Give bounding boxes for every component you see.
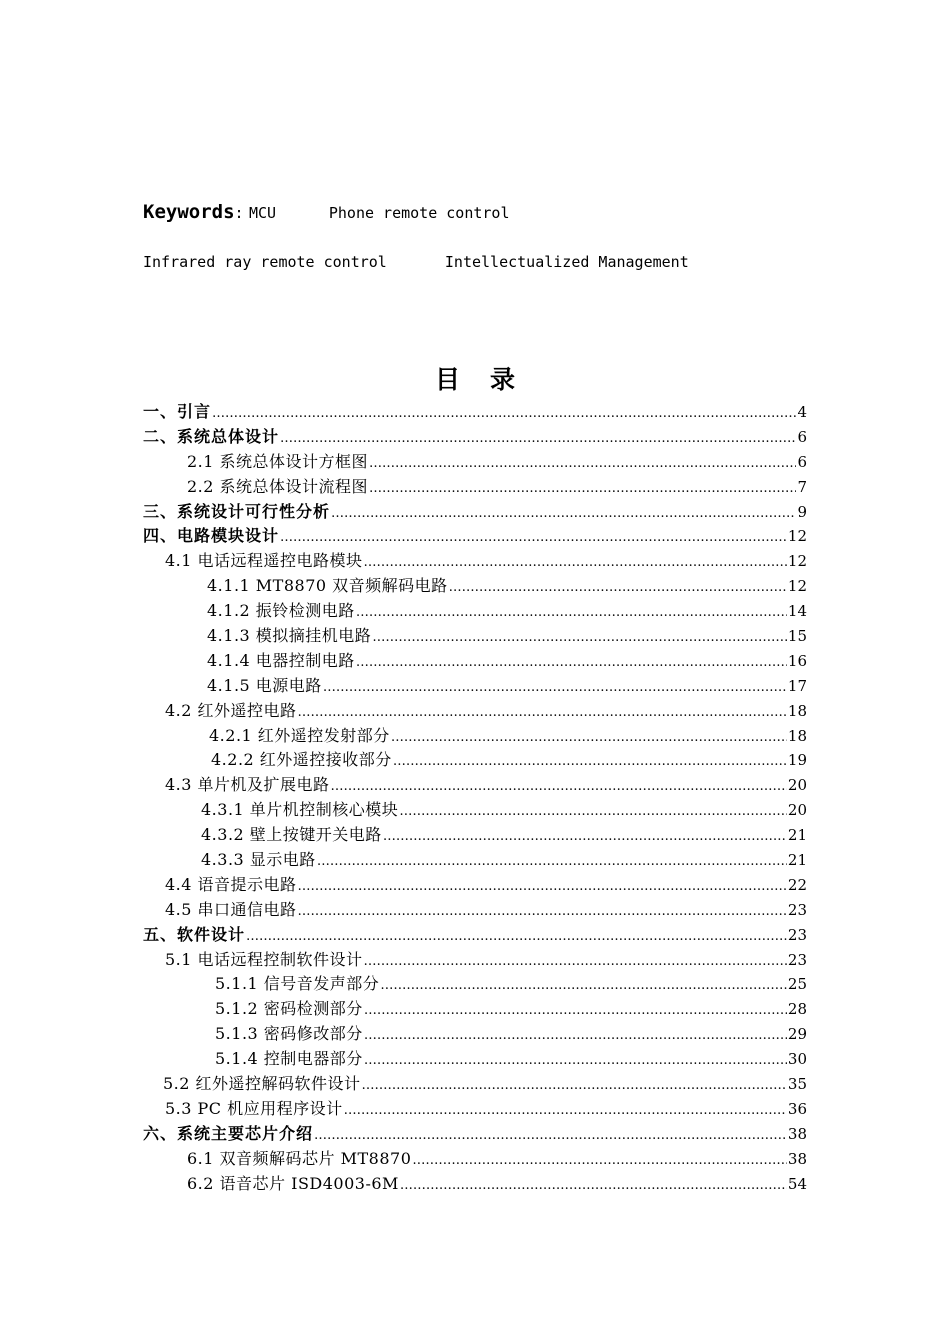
- toc-entry-page: 38: [787, 1149, 807, 1168]
- toc-entry-label: 5.2 红外遥控解码软件设计: [163, 1074, 361, 1094]
- toc-leader-dots: [372, 626, 787, 651]
- toc-entry-page: 23: [787, 925, 807, 944]
- keywords-colon: :: [234, 204, 244, 222]
- toc-entry-label: 4.3.3 显示电路: [201, 850, 316, 870]
- toc-entry-label: 六、系统主要芯片介绍: [143, 1123, 314, 1143]
- table-of-contents: [143, 400, 807, 1197]
- toc-entry[interactable]: [143, 649, 807, 674]
- toc-leader-dots: [369, 477, 796, 502]
- toc-entry[interactable]: [143, 1172, 807, 1197]
- toc-leader-dots: [391, 726, 787, 751]
- toc-entry-label: 2.1 系统总体设计方框图: [187, 451, 369, 471]
- toc-entry[interactable]: [143, 898, 807, 923]
- toc-entry-label: 4.2 红外遥控电路: [165, 700, 297, 720]
- toc-entry-page: 7: [797, 477, 807, 496]
- toc-leader-dots: [298, 900, 787, 925]
- toc-entry[interactable]: [143, 748, 807, 773]
- keyword-infrared: Infrared ray remote control: [143, 253, 387, 271]
- toc-entry-label: 5.1.2 密码检测部分: [215, 999, 363, 1019]
- toc-leader-dots: [344, 1099, 787, 1124]
- toc-entry-label: 四、电路模块设计: [143, 526, 280, 546]
- toc-entry-label: 2.2 系统总体设计流程图: [187, 476, 369, 496]
- toc-entry[interactable]: [143, 574, 807, 599]
- toc-entry-label: 5.1.3 密码修改部分: [215, 1024, 363, 1044]
- toc-entry[interactable]: [143, 948, 807, 973]
- toc-entry-page: 21: [787, 851, 807, 870]
- toc-leader-dots: [364, 1024, 787, 1049]
- toc-leader-dots: [212, 402, 796, 427]
- toc-leader-dots: [298, 701, 787, 726]
- toc-entry-page: 23: [787, 900, 807, 919]
- toc-entry-label: 5.1 电话远程控制软件设计: [165, 949, 363, 969]
- toc-entry[interactable]: [143, 972, 807, 997]
- toc-entry[interactable]: [143, 773, 807, 798]
- toc-entry-label: 4.1 电话远程遥控电路模块: [165, 551, 363, 571]
- toc-entry[interactable]: [143, 1122, 807, 1147]
- toc-entry[interactable]: [143, 823, 807, 848]
- toc-entry-page: 16: [787, 651, 807, 670]
- toc-entry-label: 5.1.4 控制电器部分: [215, 1049, 363, 1069]
- toc-entry[interactable]: [143, 699, 807, 724]
- toc-entry[interactable]: [143, 1072, 807, 1097]
- toc-leader-dots: [364, 551, 787, 576]
- toc-leader-dots: [364, 950, 787, 975]
- toc-leader-dots: [449, 576, 787, 601]
- toc-entry-page: 14: [787, 602, 807, 621]
- toc-entry-page: 20: [787, 801, 807, 820]
- keywords-label: Keywords: [143, 201, 235, 223]
- toc-entry-page: 12: [787, 577, 807, 596]
- toc-leader-dots: [356, 651, 787, 676]
- toc-entry-page: 12: [787, 527, 807, 546]
- toc-entry-label: 4.1.4 电器控制电路: [207, 650, 355, 670]
- toc-entry-page: 38: [787, 1124, 807, 1143]
- toc-leader-dots: [369, 452, 796, 477]
- toc-entry[interactable]: [143, 1022, 807, 1047]
- toc-entry[interactable]: [143, 400, 807, 425]
- toc-entry[interactable]: [143, 1047, 807, 1072]
- toc-leader-dots: [317, 850, 787, 875]
- toc-entry[interactable]: [143, 923, 807, 948]
- toc-entry-page: 6: [797, 427, 807, 446]
- toc-entry-label: 4.3.1 单片机控制核心模块: [201, 800, 399, 820]
- toc-entry[interactable]: [143, 624, 807, 649]
- toc-entry[interactable]: [143, 425, 807, 450]
- toc-leader-dots: [331, 775, 787, 800]
- toc-entry-label: 4.1.2 振铃检测电路: [207, 601, 355, 621]
- toc-entry-page: 6: [797, 452, 807, 471]
- toc-entry-page: 22: [787, 875, 807, 894]
- toc-title: 目录: [434, 365, 545, 394]
- toc-entry[interactable]: [143, 500, 807, 525]
- toc-entry-label: 6.2 语音芯片 ISD4003-6M: [187, 1173, 399, 1193]
- keywords-line-2: [143, 253, 689, 271]
- keywords-line: [143, 201, 509, 223]
- toc-leader-dots: [362, 1074, 787, 1099]
- toc-entry[interactable]: [143, 997, 807, 1022]
- toc-leader-dots: [323, 676, 787, 701]
- toc-leader-dots: [364, 999, 787, 1024]
- toc-leader-dots: [314, 1124, 787, 1149]
- toc-entry[interactable]: [143, 724, 807, 749]
- toc-entry-page: 25: [787, 975, 807, 994]
- toc-entry[interactable]: [143, 524, 807, 549]
- toc-leader-dots: [246, 925, 787, 950]
- keyword-phone-remote: Phone remote control: [328, 204, 510, 222]
- toc-entry[interactable]: [143, 674, 807, 699]
- toc-entry-label: 二、系统总体设计: [143, 426, 280, 446]
- keyword-intellectualized: Intellectualized Management: [444, 253, 689, 271]
- toc-entry-page: 4: [797, 403, 807, 421]
- toc-leader-dots: [393, 750, 787, 775]
- keyword-mcu: MCU: [248, 204, 277, 222]
- toc-entry[interactable]: [143, 1097, 807, 1122]
- toc-leader-dots: [356, 601, 787, 626]
- toc-entry-page: 23: [787, 950, 807, 969]
- toc-entry-page: 36: [787, 1099, 807, 1118]
- toc-entry-page: 15: [787, 627, 807, 646]
- toc-leader-dots: [298, 875, 787, 900]
- toc-entry-page: 19: [787, 751, 807, 770]
- toc-entry[interactable]: [143, 873, 807, 898]
- toc-leader-dots: [280, 526, 787, 551]
- toc-entry[interactable]: [143, 549, 807, 574]
- toc-entry[interactable]: [143, 450, 807, 475]
- toc-entry-label: 5.1.1 信号音发声部分: [215, 974, 380, 994]
- toc-leader-dots: [399, 800, 787, 825]
- toc-leader-dots: [364, 1049, 787, 1074]
- toc-entry-label: 4.3 单片机及扩展电路: [165, 775, 330, 795]
- toc-leader-dots: [412, 1149, 787, 1174]
- toc-entry-page: 12: [787, 552, 807, 571]
- toc-leader-dots: [280, 427, 796, 452]
- toc-leader-dots: [400, 1174, 787, 1199]
- toc-entry-page: 18: [787, 726, 807, 745]
- toc-entry-page: 35: [787, 1075, 807, 1094]
- toc-entry-page: 28: [787, 1000, 807, 1019]
- toc-entry-label: 4.2.2 红外遥控接收部分: [211, 750, 392, 770]
- toc-entry-page: 54: [787, 1174, 807, 1193]
- toc-entry-label: 一、引言: [143, 402, 212, 421]
- toc-entry-page: 29: [787, 1025, 807, 1044]
- toc-leader-dots: [383, 825, 787, 850]
- toc-entry-label: 4.3.2 壁上按键开关电路: [201, 825, 382, 845]
- toc-entry-label: 4.4 语音提示电路: [165, 874, 297, 894]
- toc-entry-label: 4.1.1 MT8870 双音频解码电路: [207, 576, 448, 596]
- toc-entry[interactable]: [143, 798, 807, 823]
- toc-leader-dots: [380, 974, 787, 999]
- toc-entry-label: 五、软件设计: [143, 924, 246, 944]
- toc-entry-label: 5.3 PC 机应用程序设计: [165, 1098, 343, 1118]
- toc-entry[interactable]: [143, 1147, 807, 1172]
- toc-entry-label: 4.1.3 模拟摘挂机电路: [207, 626, 372, 646]
- toc-leader-dots: [331, 502, 796, 527]
- toc-entry-label: 4.2.1 红外遥控发射部分: [209, 725, 390, 745]
- toc-entry-page: 9: [797, 502, 807, 521]
- toc-entry-label: 4.5 串口通信电路: [165, 899, 297, 919]
- toc-entry[interactable]: [143, 475, 807, 500]
- toc-entry[interactable]: [143, 599, 807, 624]
- toc-entry-page: 21: [787, 826, 807, 845]
- toc-entry-label: 三、系统设计可行性分析: [143, 501, 331, 521]
- toc-entry-label: 4.1.5 电源电路: [207, 675, 322, 695]
- toc-entry-page: 18: [787, 701, 807, 720]
- toc-entry-page: 20: [787, 776, 807, 795]
- toc-entry[interactable]: [143, 848, 807, 873]
- toc-entry-page: 30: [787, 1050, 807, 1069]
- toc-entry-page: 17: [787, 676, 807, 695]
- toc-entry-label: 6.1 双音频解码芯片 MT8870: [187, 1148, 412, 1168]
